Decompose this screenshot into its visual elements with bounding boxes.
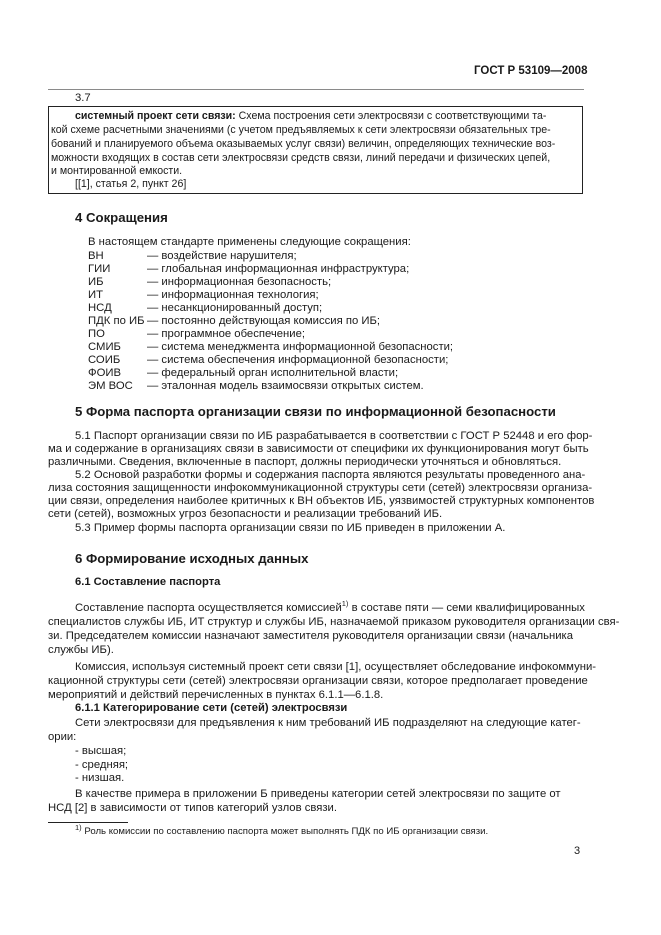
term-text-2: кой схеме расчетными значениями (с учетом предъявляемых к сети электросвязи обязательных тре- [51,124,551,136]
abbr-term: СОИБ [88,354,121,366]
term-text-3: бований и планируемого объема оказываемых услуг связи) величин, определяющих технические воз- [51,138,556,150]
section-5-title: 5 Форма паспорта организации связи по информационной безопасности [75,404,556,419]
abbr-term: ПО [88,328,105,340]
abbr-term: ИТ [88,289,104,301]
abbr-term: СМИБ [88,341,121,353]
abbr-term: ЭМ ВОС [88,380,133,392]
paragraph-6-1-line-1 [75,601,585,616]
paragraph-line: В качестве примера в приложении Б приведены категории сетей электросвязи по защите от [75,788,561,800]
section-5-line: различными. Сведения, включенные в паспорт, должны периодически уточняться и обновляться. [48,456,562,468]
abbr-definition: — глобальная информационная инфраструктура; [147,263,410,275]
section-5-line: ции связи, определения наиболее критичных к ВН объектов ИБ, уязвимостей структурных компонентов [48,495,595,507]
paragraph-line: НСД [2] в зависимости от типов категорий узлов связи. [48,802,337,814]
footnote-rule [48,822,128,823]
p1-text-a: Составление паспорта осуществляется комиссией [75,602,342,614]
page-number: 3 [574,845,581,857]
abbr-definition: — система менеджмента информационной безопасности; [147,341,454,353]
term-name: системный проект сети связи: [75,110,236,122]
abbr-term: ПДК по ИБ [88,315,145,327]
section-5-line: лиза состояния защищенности инфокоммуникационной структуры сети (сетей) электросвязи организа- [48,482,593,494]
header-rule [48,89,584,90]
paragraph-line: специалистов службы ИБ, ИТ структур и службы ИБ, назначаемой приказом руководителя организации свя- [48,616,620,628]
category-item: - высшая; [75,745,127,757]
paragraph-line: ории: [48,731,77,743]
paragraph-line: Сети электросвязи для предъявления к ним требований ИБ подразделяют на следующие катег- [75,717,581,729]
term-text-1: Схема построения сети электросвязи с соответствующими та- [238,110,547,122]
paragraph-line: мероприятий и действий перечисленных в пунктах 6.1.1—6.1.8. [48,689,384,701]
subsection-6-1-1-title: 6.1.1 Категорирование сети (сетей) электросвязи [75,702,348,714]
section-5-line: сети (сетей), возможных угроз безопасности и реализации требований ИБ. [48,508,443,520]
footnote [75,822,489,838]
section-6-title: 6 Формирование исходных данных [75,551,309,566]
section-5-line: 5.3 Пример формы паспорта организации связи по ИБ приведен в приложении А. [75,522,506,534]
footnote-mark: 1) [75,822,82,832]
abbr-definition: — воздействие нарушителя; [147,250,297,262]
category-item: - средняя; [75,759,129,771]
term-line-1 [75,110,546,124]
section-5-line: 5.2 Основой разработки формы и содержания паспорта являются результаты проведенного ана- [75,469,586,481]
abbr-definition: — федеральный орган исполнительной власти; [147,367,399,379]
abbr-term: НСД [88,302,112,314]
section-4-title: 4 Сокращения [75,210,168,225]
abbr-definition: — эталонная модель взаимосвязи открытых систем. [147,380,424,392]
abbr-definition: — система обеспечения информационной безопасности; [147,354,449,366]
abbr-definition: — информационная безопасность; [147,276,332,288]
abbr-definition: — несанкционированный доступ; [147,302,323,314]
section-5-line: 5.1 Паспорт организации связи по ИБ разрабатывается в соответствии с ГОСТ Р 52448 и его фор- [75,430,593,442]
footnote-text: Роль комиссии по составлению паспорта может выполнять ПДК по ИБ организации связи. [84,826,489,837]
term-text-5: и монтированной емкости. [51,165,183,177]
term-text-4: можности входящих в состав сети электросвязи средств связи, линий передачи и физических цепей, [51,152,551,164]
section-5-line: ма и содержание в организациях связи в зависимости от специфики их функционирования могут быть [48,443,589,455]
subsection-6-1-title: 6.1 Составление паспорта [75,576,221,588]
category-item: - низшая. [75,772,125,784]
abbr-definition: — программное обеспечение; [147,328,306,340]
abbr-term: ФОИВ [88,367,122,379]
abbr-term: ИБ [88,276,104,288]
abbr-term: ГИИ [88,263,111,275]
document-id: ГОСТ Р 53109—2008 [474,65,588,77]
abbr-definition: — информационная технология; [147,289,319,301]
section-4-intro: В настоящем стандарте применены следующие сокращения: [88,236,411,248]
paragraph-line: службы ИБ). [48,644,114,656]
term-number: 3.7 [75,92,91,104]
footnote-ref: 1) [341,599,349,609]
paragraph-line: Комиссия, используя системный проект сети связи [1], осуществляет обследование инфокоммуни- [75,661,597,673]
term-source: [[1], статья 2, пункт 26] [75,178,187,190]
paragraph-line: зи. Председателем комиссии назначают заместителя руководителя организации связи (начальника [48,630,574,642]
p1-text-b: в составе пяти — семи квалифицированных [348,602,585,614]
abbr-definition: — постоянно действующая комиссия по ИБ; [147,315,381,327]
paragraph-line: кационной структуры сети (сетей) электросвязи организации связи, которое предполагает проведение [48,675,588,687]
abbr-term: ВН [88,250,104,262]
